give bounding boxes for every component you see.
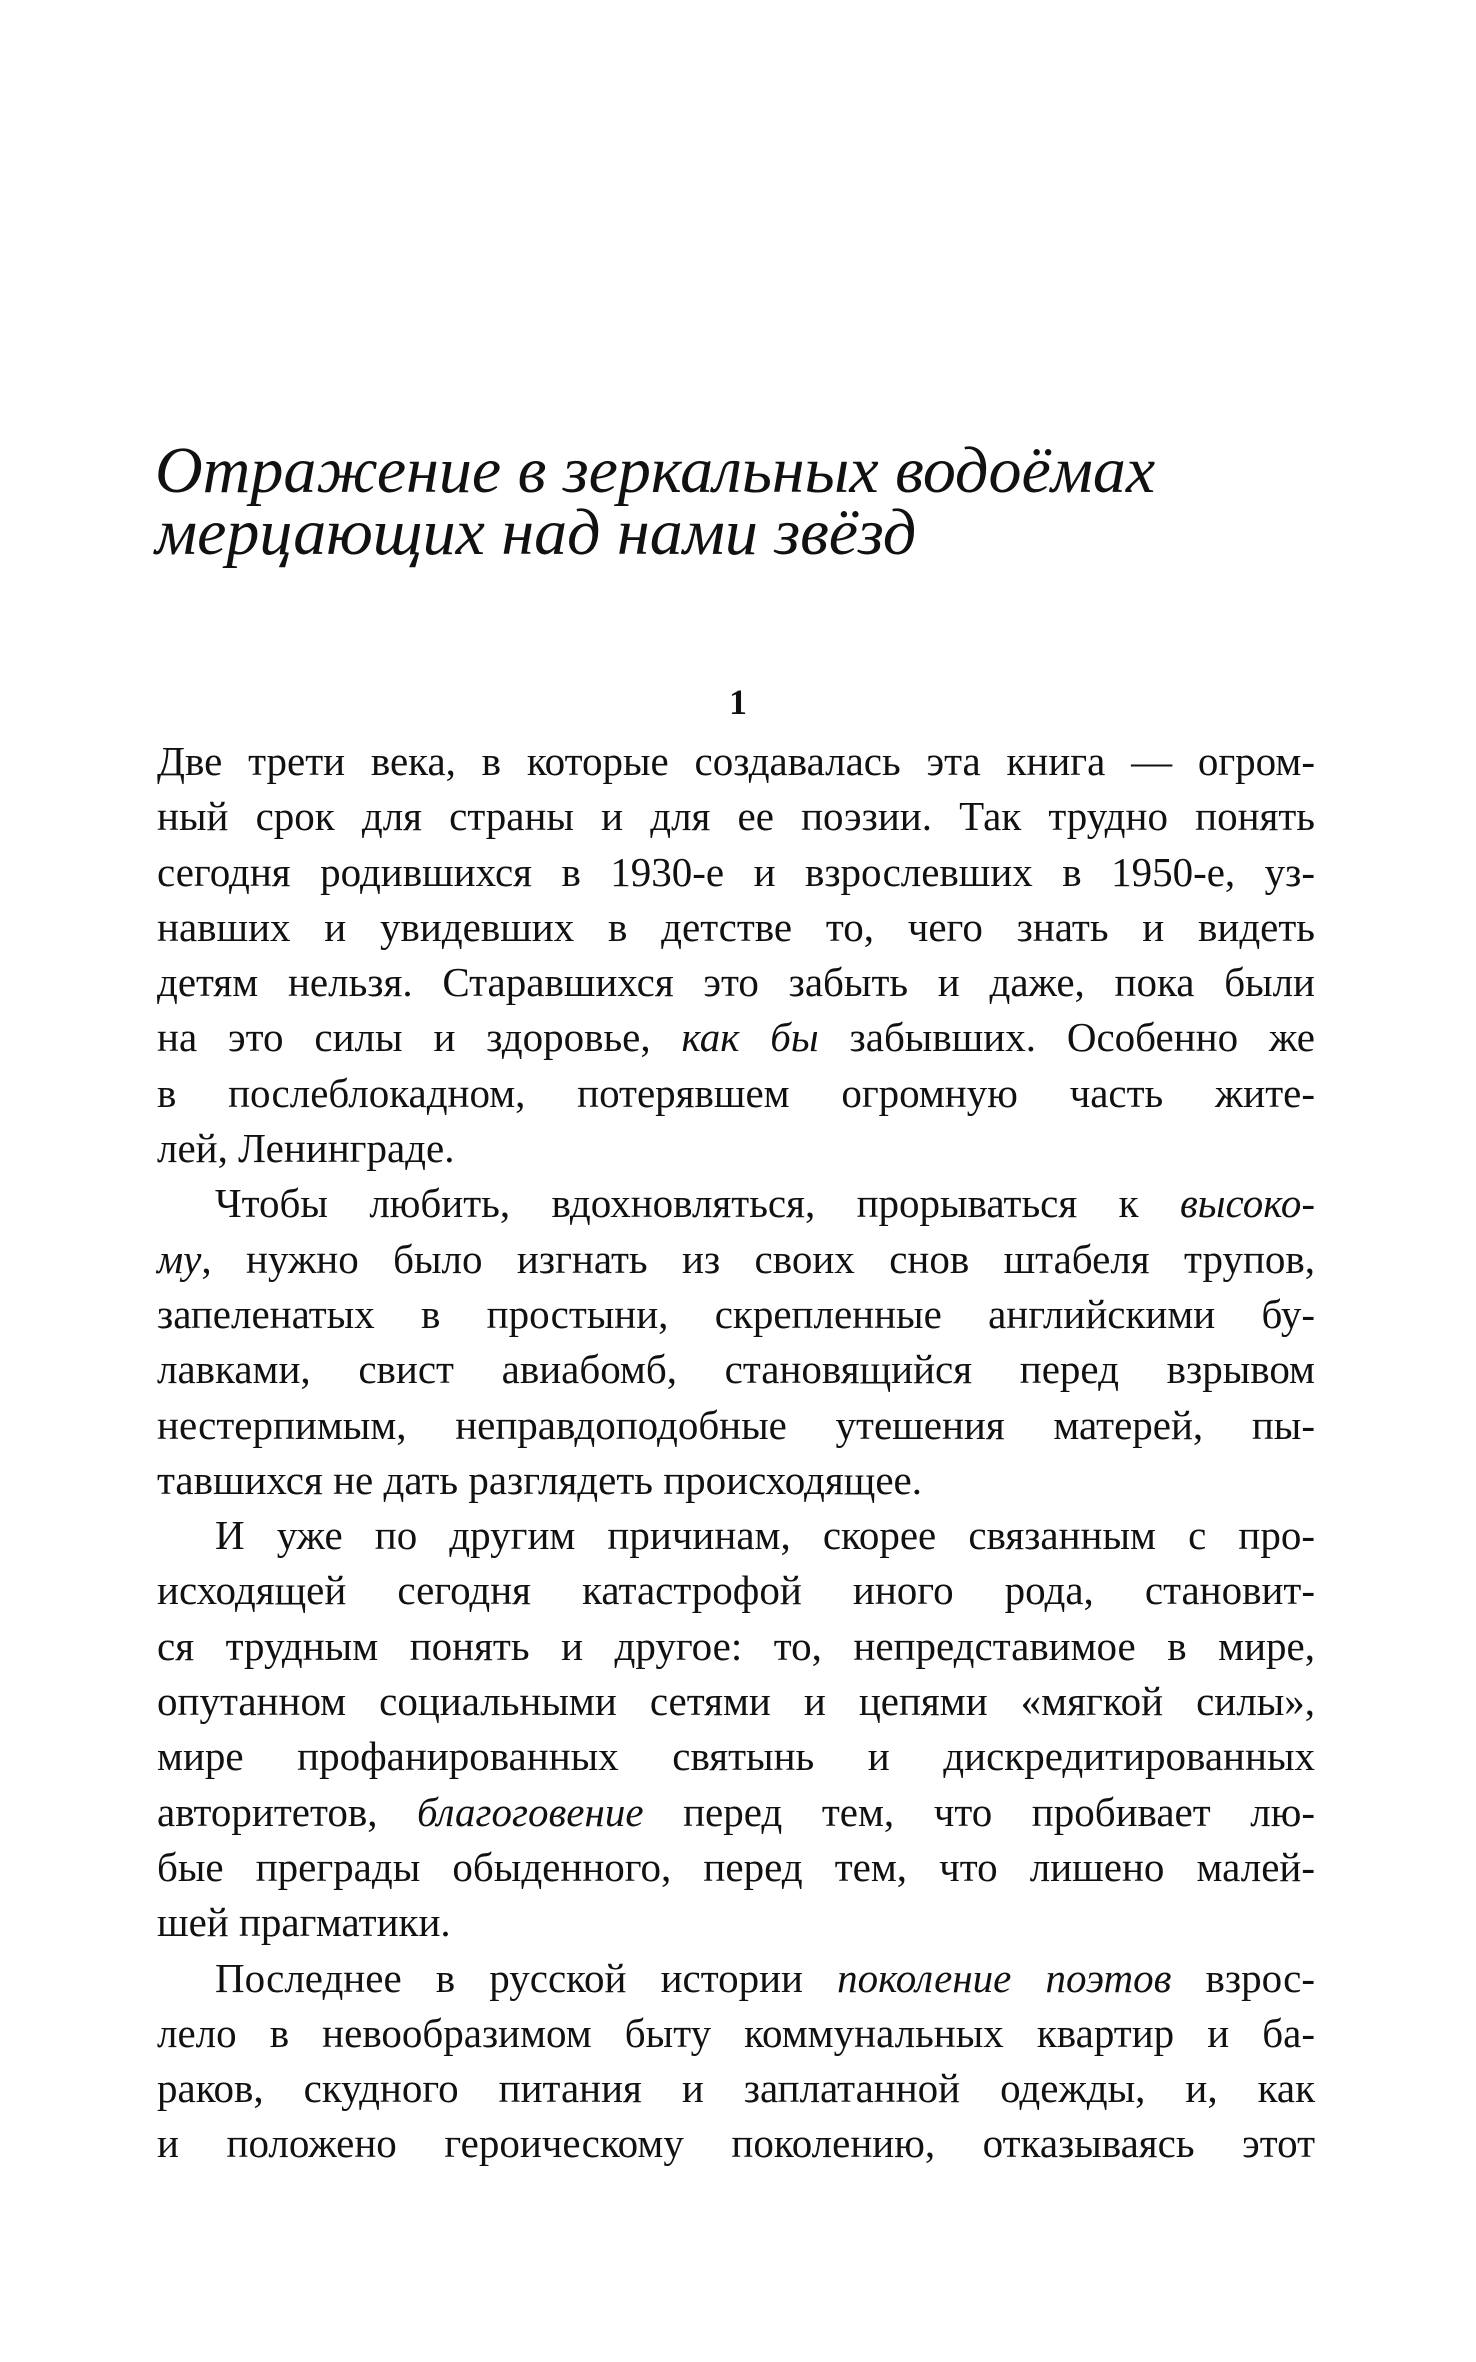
text-segment: мире профанированных святынь и дискредитированных: [157, 1733, 1315, 1780]
text-segment: ся трудным понять и другое: то, непредставимое в мире,: [157, 1622, 1315, 1669]
text-segment: и положено героическому поколению, отказываясь этот: [157, 2120, 1315, 2167]
text-line: [157, 1619, 1315, 1674]
text-line: [157, 2116, 1315, 2171]
italic-text: му: [157, 1235, 202, 1282]
text-segment: исходящей сегодня катастрофой иного рода, становит-: [157, 1567, 1315, 1614]
text-segment: детям нельзя. Старавшихся это забыть и даже, пока были: [157, 959, 1315, 1006]
text-segment: И уже по другим причинам, скорее связанным с про-: [215, 1512, 1315, 1559]
body-text: [157, 734, 1315, 2172]
paragraph: [157, 734, 1315, 1176]
text-segment: забывших. Особенно же: [818, 1014, 1315, 1061]
text-segment: запеленатых в простыни, скрепленные английскими бу-: [157, 1290, 1315, 1337]
chapter-title-line: мерцающих над нами звёзд: [155, 496, 917, 569]
text-segment: перед тем, что пробивает лю-: [643, 1788, 1315, 1835]
text-segment: тавшихся не дать разглядеть происходящее.: [157, 1456, 922, 1503]
text-line: [157, 1398, 1315, 1453]
text-line: [157, 1840, 1315, 1895]
text-line: [157, 2061, 1315, 2116]
section-number: 1: [729, 682, 747, 722]
paragraph: [157, 1176, 1315, 1508]
text-segment: шей прагматики.: [157, 1899, 451, 1946]
text-segment: ный срок для страны и для ее поэзии. Так трудно понять: [157, 793, 1315, 840]
text-segment: раков, скудного питания и заплатанной одежды, и, как: [157, 2065, 1315, 2112]
text-line: [157, 1951, 1315, 2006]
chapter-title-line: Отражение в зеркальных водоёмах: [155, 434, 1156, 507]
text-line: [157, 955, 1315, 1010]
text-segment: бые преграды обыденного, перед тем, что лишено малей-: [157, 1843, 1315, 1890]
text-segment: Последнее в русской истории: [215, 1954, 838, 2001]
text-line: [157, 1729, 1315, 1784]
italic-text: высоко-: [1179, 1180, 1315, 1227]
text-line: [157, 1342, 1315, 1397]
text-segment: навших и увидевших в детстве то, чего знать и видеть: [157, 903, 1315, 950]
text-segment: нестерпимым, неправдоподобные утешения матерей, пы-: [157, 1401, 1315, 1448]
text-line: [157, 1010, 1315, 1065]
text-line: [157, 1895, 1315, 1950]
text-line: [157, 900, 1315, 955]
text-line: [157, 1232, 1315, 1287]
text-line: [157, 2006, 1315, 2061]
italic-text: поколение поэтов: [837, 1954, 1172, 2001]
chapter-title: [155, 434, 1355, 569]
text-line: [157, 845, 1315, 900]
text-line: [157, 1176, 1315, 1231]
text-line: [157, 1121, 1315, 1176]
text-segment: опутанном социальными сетями и цепями «мягкой силы»,: [157, 1678, 1315, 1725]
text-segment: лей, Ленинграде.: [157, 1125, 455, 1172]
text-line: [157, 1563, 1315, 1618]
text-line: [157, 1066, 1315, 1121]
text-segment: на это силы и здоровье,: [157, 1014, 682, 1061]
text-segment: в послеблокадном, потерявшем огромную часть жите-: [157, 1069, 1315, 1116]
paragraph: [157, 1951, 1315, 2172]
italic-text: благоговение: [417, 1788, 644, 1835]
text-segment: Чтобы любить, вдохновляться, прорываться к: [215, 1180, 1180, 1227]
text-segment: сегодня родившихся в 1930-е и взрослевших в 1950-е, уз-: [157, 848, 1315, 895]
paragraph: [157, 1508, 1315, 1950]
text-segment: авторитетов,: [157, 1788, 418, 1835]
text-line: [157, 1674, 1315, 1729]
text-line: [157, 789, 1315, 844]
text-segment: Две трети века, в которые создавалась эта книга — огром-: [157, 738, 1315, 784]
text-line: [157, 1508, 1315, 1563]
text-segment: , нужно было изгнать из своих снов штабеля трупов,: [201, 1235, 1315, 1282]
text-line: [157, 1785, 1315, 1840]
text-segment: взрос-: [1171, 1954, 1315, 2001]
italic-text: как бы: [681, 1014, 819, 1061]
text-line: [157, 1287, 1315, 1342]
text-segment: лавками, свист авиабомб, становящийся перед взрывом: [157, 1346, 1315, 1393]
text-segment: лело в невообразимом быту коммунальных квартир и ба-: [157, 2009, 1315, 2056]
text-line: [157, 734, 1315, 789]
text-line: [157, 1453, 1315, 1508]
